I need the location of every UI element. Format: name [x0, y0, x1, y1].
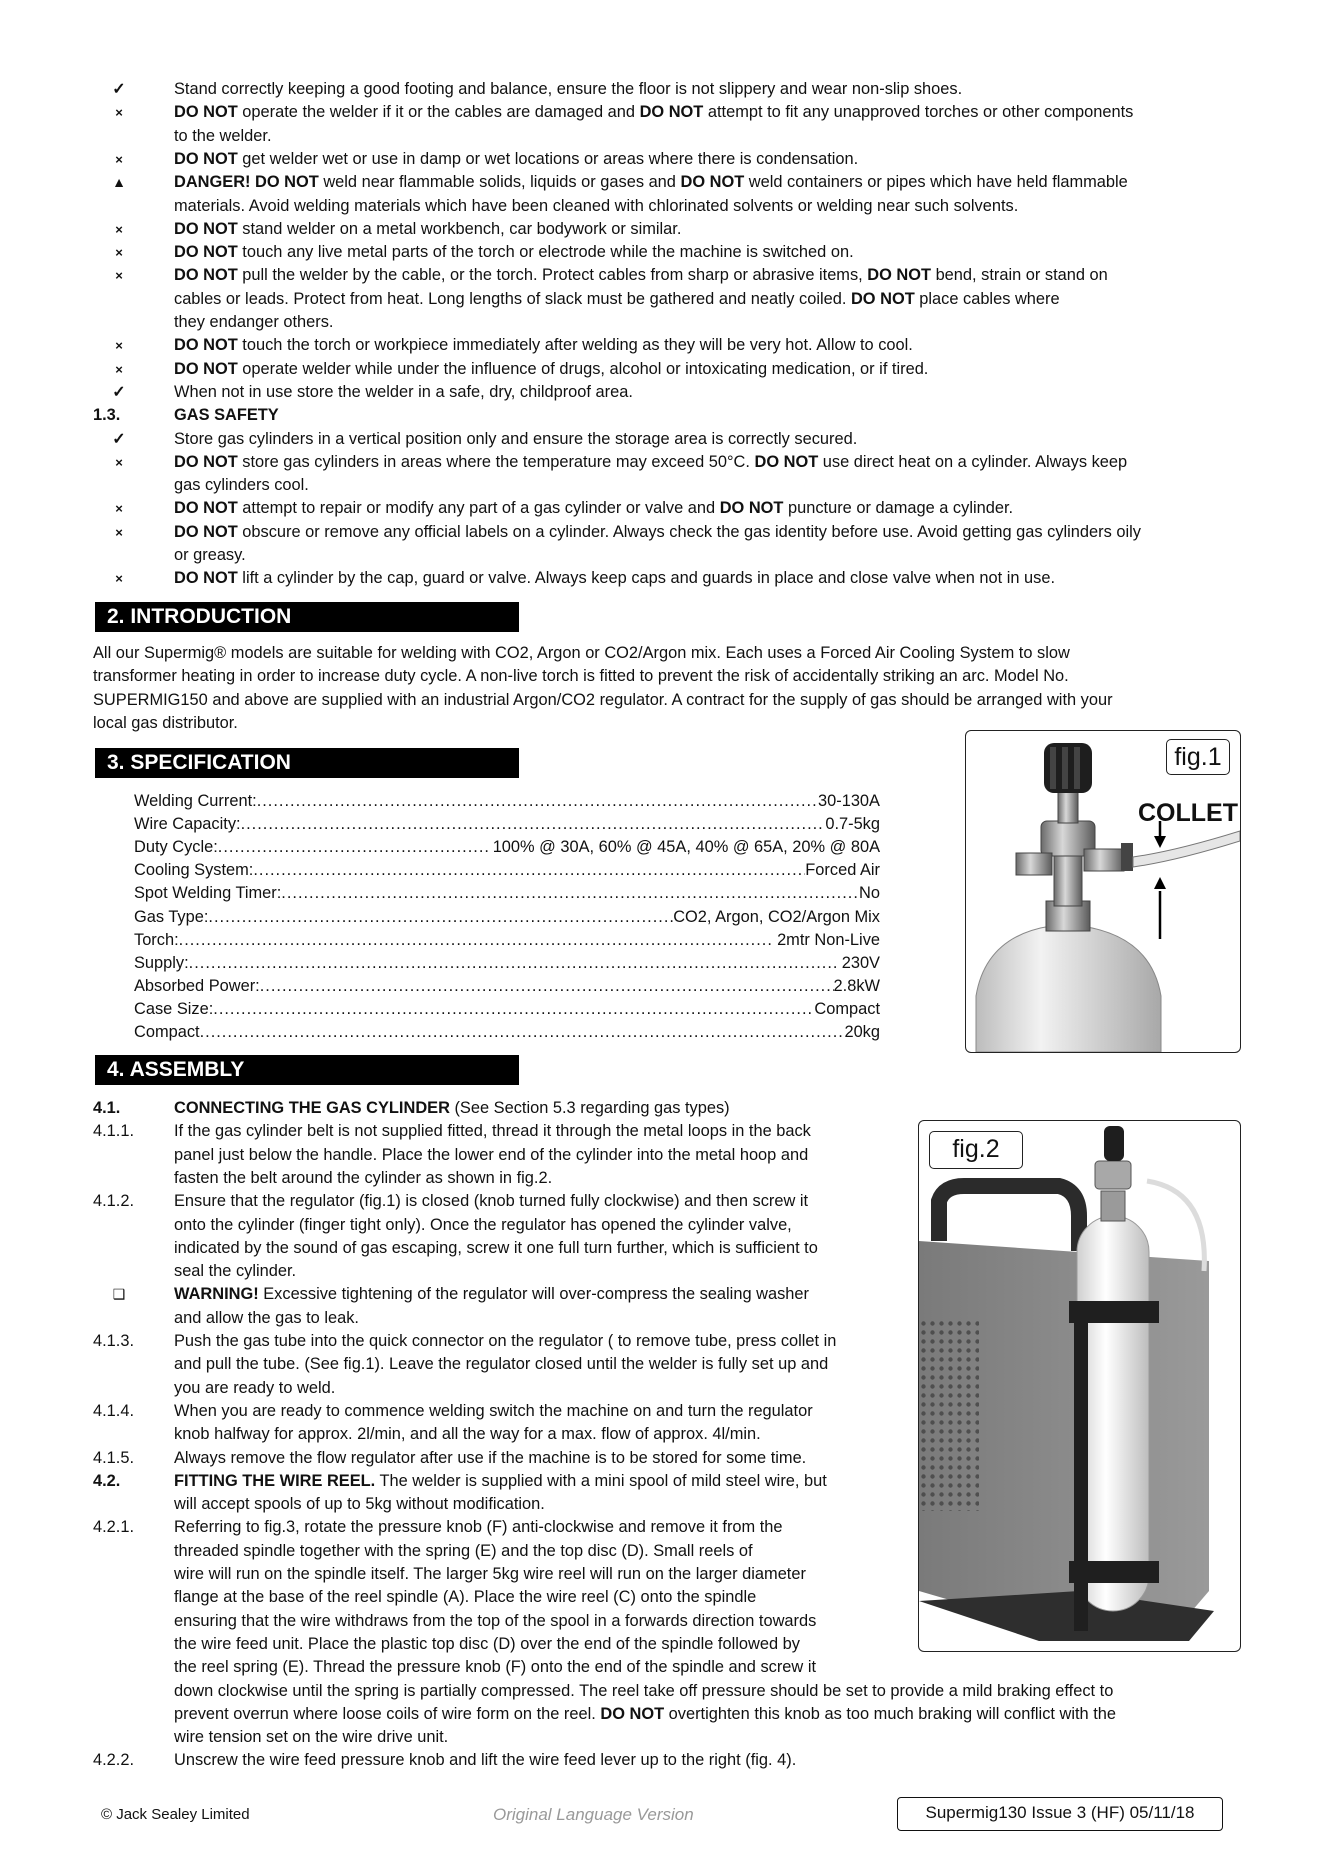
step-number: 4.1.3. — [93, 1332, 135, 1350]
safety-item-text — [174, 567, 1055, 590]
spec-label: Gas Type: — [134, 907, 209, 926]
welder-illustration — [919, 1121, 1240, 1651]
spec-row — [134, 929, 880, 952]
bold-text: DO NOT — [719, 499, 784, 518]
spec-value: CO2, Argon, CO2/Argon Mix — [673, 907, 880, 926]
spec-label: Wire Capacity: — [134, 815, 241, 834]
text-run: Referring to fig.3, rotate the pressure knob (F) anti-clockwise and remove it from the — [174, 1518, 783, 1537]
spec-label: Supply: — [134, 953, 189, 972]
spec-value: Forced Air — [805, 861, 880, 880]
assembly-line-text — [174, 1120, 811, 1143]
intro-line-text: SUPERMIG150 and above are supplied with an industrial Argon/CO2 regulator. A contract for the supply of gas should be arranged with your — [93, 690, 1113, 709]
text-run: or greasy. — [174, 546, 246, 564]
figure-2-label: fig.2 — [929, 1131, 1023, 1169]
assembly-line-text — [174, 1214, 792, 1237]
text-run: will accept spools of up to 5kg without modification. — [174, 1495, 545, 1514]
bold-text: DANGER! DO NOT — [174, 173, 319, 192]
text-run: use direct heat on a cylinder. Always keep — [818, 452, 1128, 471]
dot-leader — [257, 790, 818, 813]
assembly-line — [0, 1726, 1324, 1749]
safety-item — [0, 264, 1324, 287]
safety-item-text — [174, 358, 928, 381]
text-run: operate the welder if it or the cables are damaged and — [237, 103, 640, 122]
text-run: seal the cylinder. — [174, 1262, 297, 1281]
bold-text: DO NOT — [867, 266, 932, 285]
assembly-line-text — [174, 1353, 828, 1376]
assembly-line-text — [174, 1237, 818, 1260]
dot-leader — [200, 1021, 845, 1044]
safety-item-text — [174, 311, 333, 334]
text-run: panel just below the handle. Place the lower end of the cylinder into the metal hoop and — [174, 1145, 809, 1164]
safety-item-text — [174, 78, 962, 101]
text-run: Store gas cylinders in a vertical position only and ensure the storage area is correctly secured. — [174, 429, 858, 448]
intro-line — [0, 642, 1324, 665]
text-run: puncture or damage a cylinder. — [783, 499, 1014, 518]
footer-issue: Supermig130 Issue 3 (HF) 05/11/18 — [897, 1797, 1223, 1831]
assembly-line — [0, 1680, 1324, 1703]
safety-item — [0, 474, 1324, 497]
figure-1-regulator — [965, 730, 1241, 1053]
bold-text: DO NOT — [174, 219, 238, 238]
text-run: wire tension set on the wire drive unit. — [174, 1728, 449, 1747]
text-run: the wire feed unit. Place the plastic top disc (D) over the end of the spindle followed by — [174, 1634, 800, 1653]
text-run: knob halfway for approx. 2l/min, and all the way for a max. flow of approx. 4l/min. — [174, 1425, 761, 1444]
assembly-line-text — [174, 1144, 808, 1167]
cross-icon: × — [115, 524, 123, 540]
bold-text: DO NOT — [174, 266, 238, 285]
safety-item-text — [174, 544, 246, 567]
spec-row — [134, 998, 880, 1021]
safety-item — [0, 358, 1324, 381]
text-run: touch the torch or workpiece immediately after welding as they will be very hot. Allow to cool. — [237, 336, 913, 355]
dot-leader — [241, 813, 826, 836]
safety-item-text — [174, 148, 858, 171]
spec-value: 2mtr Non-Live — [772, 930, 880, 949]
bold-text: CONNECTING THE GAS CYLINDER — [174, 1099, 450, 1117]
safety-item — [0, 125, 1324, 148]
checkmark-icon: ✓ — [112, 81, 126, 98]
safety-item — [0, 404, 1324, 427]
safety-item-text — [174, 288, 1060, 311]
assembly-line-text — [174, 1423, 761, 1446]
cross-icon: × — [115, 268, 123, 284]
assembly-line-text — [174, 1190, 808, 1213]
spec-value: 100% @ 30A, 60% @ 45A, 40% @ 65A, 20% @ 80A — [488, 838, 880, 857]
regulator-illustration — [966, 731, 1240, 1052]
collet-callout: COLLET — [1138, 799, 1238, 827]
dot-leader — [253, 859, 805, 882]
text-run: fasten the belt around the cylinder as shown in fig.2. — [174, 1168, 553, 1187]
bold-text: DO NOT — [174, 336, 238, 355]
safety-item — [0, 381, 1324, 404]
spec-label: Absorbed Power: — [134, 976, 260, 995]
safety-item-text — [174, 241, 854, 264]
text-run: attempt to fit any unapproved torches or other components — [703, 103, 1134, 122]
bold-text: DO NOT — [174, 522, 238, 541]
cross-icon: × — [115, 338, 123, 354]
step-number: 4.1.4. — [93, 1401, 135, 1420]
safety-item — [0, 521, 1324, 544]
text-run: operate welder while under the influence of drugs, alcohol or intoxicating medication, or if tired. — [237, 359, 929, 378]
spec-value: 230V — [837, 953, 880, 972]
cross-icon: × — [115, 105, 123, 121]
text-run: you are ready to weld. — [174, 1378, 336, 1397]
bold-text: DO NOT — [680, 173, 745, 192]
safety-item — [0, 428, 1324, 451]
safety-item-text — [174, 497, 1013, 520]
text-run: gas cylinders cool. — [174, 476, 309, 495]
section-number: 1.3. — [93, 406, 121, 425]
safety-item — [0, 148, 1324, 171]
safety-item-text — [174, 171, 1128, 194]
bold-text: DO NOT — [174, 149, 238, 168]
safety-item-text — [174, 101, 1133, 124]
safety-item-text — [174, 521, 1141, 544]
assembly-line — [0, 1749, 1324, 1772]
safety-item-text — [174, 334, 913, 357]
safety-item-text — [174, 264, 1108, 287]
text-run: cables or leads. Protect from heat. Long lengths of slack must be gathered and neatly coiled. — [174, 289, 851, 308]
text-run: store gas cylinders in areas where the temperature may exceed 50°C. — [237, 452, 755, 471]
safety-item-text — [174, 195, 1018, 218]
safety-item-text — [174, 218, 681, 241]
text-run: obscure or remove any official labels on a cylinder. Always check the gas identity before use. Avoid getting gas cylinders oily — [237, 522, 1141, 541]
bold-text: WARNING! — [174, 1285, 259, 1304]
assembly-line-text — [174, 1610, 816, 1633]
safety-item-text — [174, 474, 309, 497]
assembly-line-text — [174, 1749, 796, 1772]
dot-leader — [281, 882, 859, 905]
text-run: place cables where — [914, 289, 1060, 308]
safety-item — [0, 241, 1324, 264]
spec-row — [134, 790, 880, 813]
dot-leader — [179, 929, 773, 952]
assembly-line-text — [174, 1307, 359, 1330]
text-run: The welder is supplied with a mini spool of mild steel wire, but — [375, 1471, 827, 1490]
assembly-line-text — [174, 1447, 806, 1470]
spec-row — [134, 906, 880, 929]
safety-item — [0, 451, 1324, 474]
assembly-line-text — [174, 1470, 827, 1493]
step-number: 4.1.5. — [93, 1448, 135, 1467]
assembly-line-text — [174, 1330, 836, 1353]
warning-triangle-icon: ▲ — [112, 174, 126, 191]
intro-line-text: local gas distributor. — [93, 713, 238, 732]
assembly-line-text — [174, 1726, 448, 1749]
dot-leader — [213, 998, 814, 1021]
spec-row — [134, 975, 880, 998]
spec-row — [134, 859, 880, 882]
text-run: When not in use store the welder in a safe, dry, childproof area. — [174, 382, 633, 401]
text-run: Always remove the flow regulator after use if the machine is to be stored for some time. — [174, 1448, 807, 1467]
text-run: to the welder. — [174, 126, 272, 145]
spec-label: Compact — [134, 1023, 200, 1041]
text-run: indicated by the sound of gas escaping, screw it one full turn further, which is sufficient to — [174, 1238, 818, 1257]
bold-text: DO NOT — [174, 569, 238, 588]
bold-text: DO NOT — [754, 452, 819, 471]
safety-item-text — [174, 451, 1127, 474]
bold-text: DO NOT — [174, 452, 238, 471]
safety-item — [0, 311, 1324, 334]
intro-line-text: All our Supermig® models are suitable for welding with CO2, Argon or CO2/Argon mix. Each uses a Forced Air Cooling System to slow — [93, 644, 1070, 662]
safety-item-text — [174, 404, 279, 427]
text-run: Push the gas tube into the quick connector on the regulator ( to remove tube, press collet in — [174, 1332, 837, 1350]
section-heading-assembly: 4. ASSEMBLY — [95, 1055, 519, 1085]
safety-item — [0, 218, 1324, 241]
spec-label: Duty Cycle: — [134, 838, 218, 857]
text-run: down clockwise until the spring is partially compressed. The reel take off pressure should be set to provide a mild braking effect to — [174, 1681, 1114, 1700]
safety-item-text — [174, 428, 857, 451]
footer-copyright: © Jack Sealey Limited — [101, 1806, 250, 1823]
safety-item — [0, 195, 1324, 218]
bold-text: DO NOT — [639, 103, 704, 122]
step-number: 4.2.2. — [93, 1751, 135, 1770]
assembly-line-text — [174, 1633, 800, 1656]
dot-leader — [189, 952, 837, 975]
bold-text: DO NOT — [174, 243, 238, 262]
assembly-line-text — [174, 1097, 730, 1120]
checkmark-icon: ✓ — [112, 383, 126, 401]
cross-icon: × — [115, 245, 123, 261]
spec-row — [134, 836, 880, 859]
cross-icon: × — [115, 361, 123, 377]
text-run: If the gas cylinder belt is not supplied fitted, thread it through the metal loops in the back — [174, 1122, 811, 1141]
text-run: pull the welder by the cable, or the torch. Protect cables from sharp or abrasive items, — [237, 266, 868, 285]
text-run: they endanger others. — [174, 313, 334, 331]
step-number: 4.1. — [93, 1099, 121, 1117]
cross-icon: × — [115, 151, 123, 167]
text-run: materials. Avoid welding materials which have been cleaned with chlorinated solvents or welding near such solvents. — [174, 196, 1019, 215]
text-run: flange at the base of the reel spindle (A). Place the wire reel (C) onto the spindle — [174, 1588, 757, 1607]
assembly-line-text — [174, 1377, 335, 1400]
checkmark-icon: ✓ — [112, 430, 126, 448]
spec-label: Case Size: — [134, 999, 214, 1018]
safety-item — [0, 171, 1324, 194]
text-run: threaded spindle together with the spring (E) and the top disc (D). Small reels of — [174, 1541, 753, 1560]
safety-item — [0, 288, 1324, 311]
safety-item — [0, 497, 1324, 520]
cross-icon: × — [115, 571, 123, 587]
text-run: (See Section 5.3 regarding gas types) — [449, 1099, 730, 1117]
text-run: attempt to repair or modify any part of a gas cylinder or valve and — [237, 499, 720, 518]
text-run: prevent overrun where loose coils of wire form on the reel. — [174, 1704, 601, 1723]
assembly-line-text — [174, 1283, 809, 1306]
text-run: stand welder on a metal workbench, car bodywork or similar. — [237, 219, 682, 238]
assembly-line — [0, 1097, 1324, 1120]
bold-text: DO NOT — [174, 499, 238, 518]
spec-row — [134, 813, 880, 836]
bold-text: DO NOT — [174, 103, 238, 122]
assembly-line-text — [174, 1400, 813, 1423]
dot-leader — [208, 906, 673, 929]
spec-label: Cooling System: — [134, 861, 254, 880]
cross-icon: × — [115, 454, 123, 470]
step-number: 4.2.1. — [93, 1518, 135, 1537]
spec-row — [134, 1021, 880, 1044]
spec-label: Welding Current: — [134, 792, 257, 810]
spec-value: 30-130A — [818, 792, 880, 810]
bold-text: DO NOT — [850, 289, 915, 308]
section-heading-specification: 3. SPECIFICATION — [95, 748, 519, 778]
bold-text: FITTING THE WIRE REEL. — [174, 1471, 376, 1490]
text-run: When you are ready to commence welding switch the machine on and turn the regulator — [174, 1401, 813, 1420]
assembly-line-text — [174, 1516, 783, 1539]
safety-item — [0, 567, 1324, 590]
assembly-line-text — [174, 1563, 806, 1586]
text-run: Unscrew the wire feed pressure knob and lift the wire feed lever up to the right (fig. 4). — [174, 1751, 797, 1770]
bold-text: DO NOT — [174, 359, 238, 378]
safety-item-text — [174, 381, 633, 404]
spec-value: 0.7-5kg — [825, 815, 880, 834]
text-run: Ensure that the regulator (fig.1) is closed (knob turned fully clockwise) and then screw it — [174, 1192, 809, 1211]
assembly-line-text — [174, 1493, 545, 1516]
intro-line-text: transformer heating in order to increase duty cycle. A non-live torch is fitted to prevent the risk of accidentally striking an arc. Model No. — [93, 667, 1069, 686]
spec-value: Compact — [814, 999, 880, 1018]
text-run: the reel spring (E). Thread the pressure knob (F) onto the end of the spindle and screw it — [174, 1658, 817, 1677]
section-heading-introduction: 2. INTRODUCTION — [95, 602, 519, 632]
text-run: wire will run on the spindle itself. The larger 5kg wire reel will run on the larger diameter — [174, 1565, 806, 1583]
text-run: onto the cylinder (finger tight only). Once the regulator has opened the cylinder valve, — [174, 1215, 792, 1234]
spec-value: 20kg — [844, 1023, 880, 1041]
spec-value: 2.8kW — [833, 976, 880, 995]
dot-leader — [260, 975, 834, 998]
assembly-line-text — [174, 1586, 756, 1609]
text-run: lift a cylinder by the cap, guard or valve. Always keep caps and guards in place and close valve when not in use. — [237, 569, 1056, 588]
assembly-line-text — [174, 1167, 552, 1190]
text-run: get welder wet or use in damp or wet locations or areas where there is condensation. — [237, 149, 859, 168]
assembly-line — [0, 1656, 1324, 1679]
footer-language: Original Language Version — [493, 1805, 694, 1824]
spec-label: Spot Welding Timer: — [134, 884, 282, 903]
intro-line — [0, 689, 1324, 712]
safety-item — [0, 334, 1324, 357]
safety-item — [0, 101, 1324, 124]
safety-item-text — [174, 125, 272, 148]
spec-row — [134, 952, 880, 975]
text-run: Excessive tightening of the regulator will over-compress the sealing washer — [258, 1285, 809, 1304]
text-run: overtighten this knob as too much braking will conflict with the — [664, 1704, 1116, 1723]
safety-item — [0, 544, 1324, 567]
spec-label: Torch: — [134, 930, 179, 949]
text-run: touch any live metal parts of the torch or electrode while the machine is switched on. — [237, 243, 854, 262]
text-run: weld near flammable solids, liquids or gases and — [318, 173, 681, 192]
checkbox-icon: ❑ — [112, 1286, 126, 1303]
assembly-line-text — [174, 1656, 816, 1679]
step-number: 4.1.1. — [93, 1122, 135, 1141]
text-run: ensuring that the wire withdraws from the top of the spool in a forwards direction towards — [174, 1611, 817, 1630]
cross-icon: × — [115, 501, 123, 517]
safety-item — [0, 78, 1324, 101]
assembly-line-text — [174, 1540, 753, 1563]
figure-1-label: fig.1 — [1166, 739, 1230, 775]
assembly-line-text — [174, 1703, 1116, 1726]
step-number: 4.2. — [93, 1471, 121, 1490]
text-run: and allow the gas to leak. — [174, 1308, 359, 1327]
text-run: bend, strain or stand on — [931, 266, 1108, 285]
step-number: 4.1.2. — [93, 1192, 135, 1211]
bold-text: GAS SAFETY — [174, 406, 279, 425]
spec-row — [134, 882, 880, 905]
text-run: and pull the tube. (See fig.1). Leave the regulator closed until the welder is fully set up and — [174, 1355, 829, 1374]
assembly-line-text — [174, 1260, 296, 1283]
dot-leader — [218, 836, 488, 859]
text-run: weld containers or pipes which have held flammable — [744, 173, 1128, 192]
assembly-line-text — [174, 1680, 1113, 1703]
assembly-line — [0, 1703, 1324, 1726]
text-run: Stand correctly keeping a good footing and balance, ensure the floor is not slippery and wear non-slip shoes. — [174, 80, 963, 98]
spec-value: No — [859, 884, 880, 903]
figure-2-welder — [918, 1120, 1241, 1652]
bold-text: DO NOT — [600, 1704, 665, 1723]
cross-icon: × — [115, 221, 123, 237]
intro-line — [0, 665, 1324, 688]
